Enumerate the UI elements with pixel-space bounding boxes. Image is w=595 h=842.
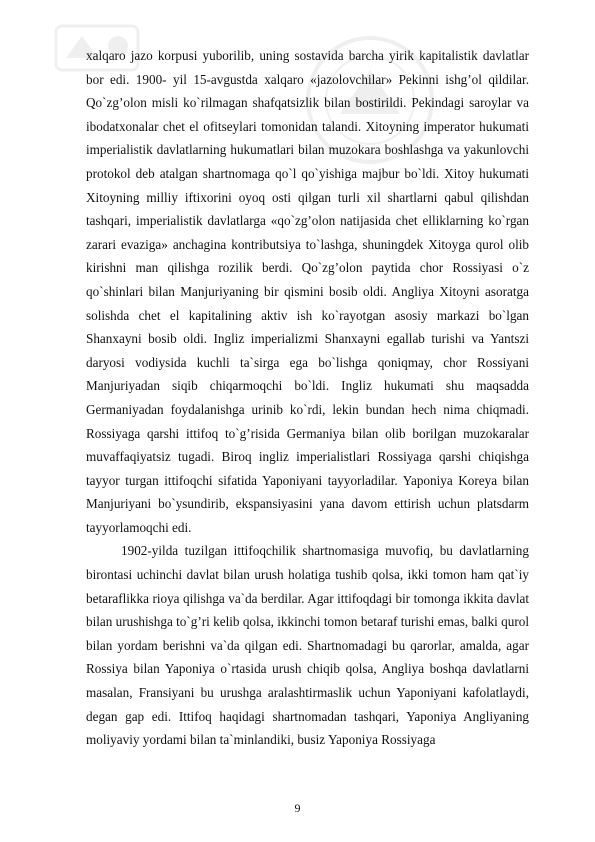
document-body xyxy=(86,44,529,752)
paragraph-1: xalqaro jazo korpusi yuborilib, uning sostavida barcha yirik kapitalistik davlatlar bor edi. 1900- yil 15-avgustda xalqaro «jazolovchilar» Pekinni ishg’ol qildilar. Qo`zg’olon misli ko`rilmagan shafqatsizlik bilan bostirildi. Pekindagi saroylar va ibodatxonalar chet el ofitseylari tomonidan talandi. Xitoyning imperator hukumati imperialistik davlatlarning hukumatlari bilan muzokara boshlashga va yakunlovchi protokol deb atalgan shartnomaga qo`l qo`yishiga majbur bo`ldi. Xitoy hukumati Xitoyning milliy iftixorini oyoq osti qilgan turli xil shartlarni qabul qilishdan tashqari, imperialistik davlatlarga «qo`zg’olon natijasida chet elliklarning ko`rgan zarari evaziga» anchagina kontributsiya to`lashga, shuningdek Xitoyga qurol olib kirishni man qilishga rozilik berdi. Qo`zg’olon paytida chor Rossiyasi o`z qo`shinlari bilan Manjuriyaning bir qismini bosib oldi. Angliya Xitoyni asoratga solishda chet el kapitalining aktiv ish ko`rayotgan asosiy markazi bo`lgan Shanxayni bosib oldi. Ingliz imperializmi Shanxayni egallab turishi va Yantszi daryosi vodiysida kuchli ta`sirga ega bo`lishga qoniqmay, chor Rossiyani Manjuriyadan siqib chiqarmoqchi bo`ldi. Ingliz hukumati shu maqsadda Germaniyadan foydalanishga urinib ko`rdi, lekin bundan hech nima chiqmadi. Rossiyaga qarshi ittifoq to`g’risida Germaniya bilan olib borilgan muzokaralar muvaffaqiyatsiz tugadi. Biroq ingliz imperialistlari Rossiyaga qarshi chiqishga tayyor turgan ittifoqchi sifatida Yaponiyani tayyorladilar. Yaponiya Koreya bilan Manjuriyani bo`ysundirib, ekspansiyasini yana davom ettirish uchun platsdarm tayyorlamoqchi edi. xyxy=(86,48,529,535)
paragraph-2: 1902-yilda tuzilgan ittifoqchilik shartnomasiga muvofiq, bu davlatlarning birontasi uchinchi davlat bilan urush holatiga tushib qolsa, ikki tomon ham qat`iy betaraflikka rioya qilishga va`da berdilar. Agar ittifoqdagi bir tomonga ikkita davlat bilan urushishga to`g’ri kelib qolsa, ikkinchi tomon betaraf turishi emas, balki qurol bilan yordam berishni va`da qilgan edi. Shartnomadagi bu qarorlar, amalda, agar Rossiya bilan Yaponiya o`rtasida urush chiqib qolsa, Angliya boshqa davlatlarni masalan, Fransiyani bu urushga aralashtirmaslik uchun Yaponiyani kafolatlaydi, degan gap edi. Ittifoq haqidagi shartnomadan tashqari, Yaponiya Angliyaning moliyaviy yordami bilan ta`minlandiki, busiz Yaponiya Rossiyaga xyxy=(86,543,529,748)
page-number: 9 xyxy=(294,801,301,815)
